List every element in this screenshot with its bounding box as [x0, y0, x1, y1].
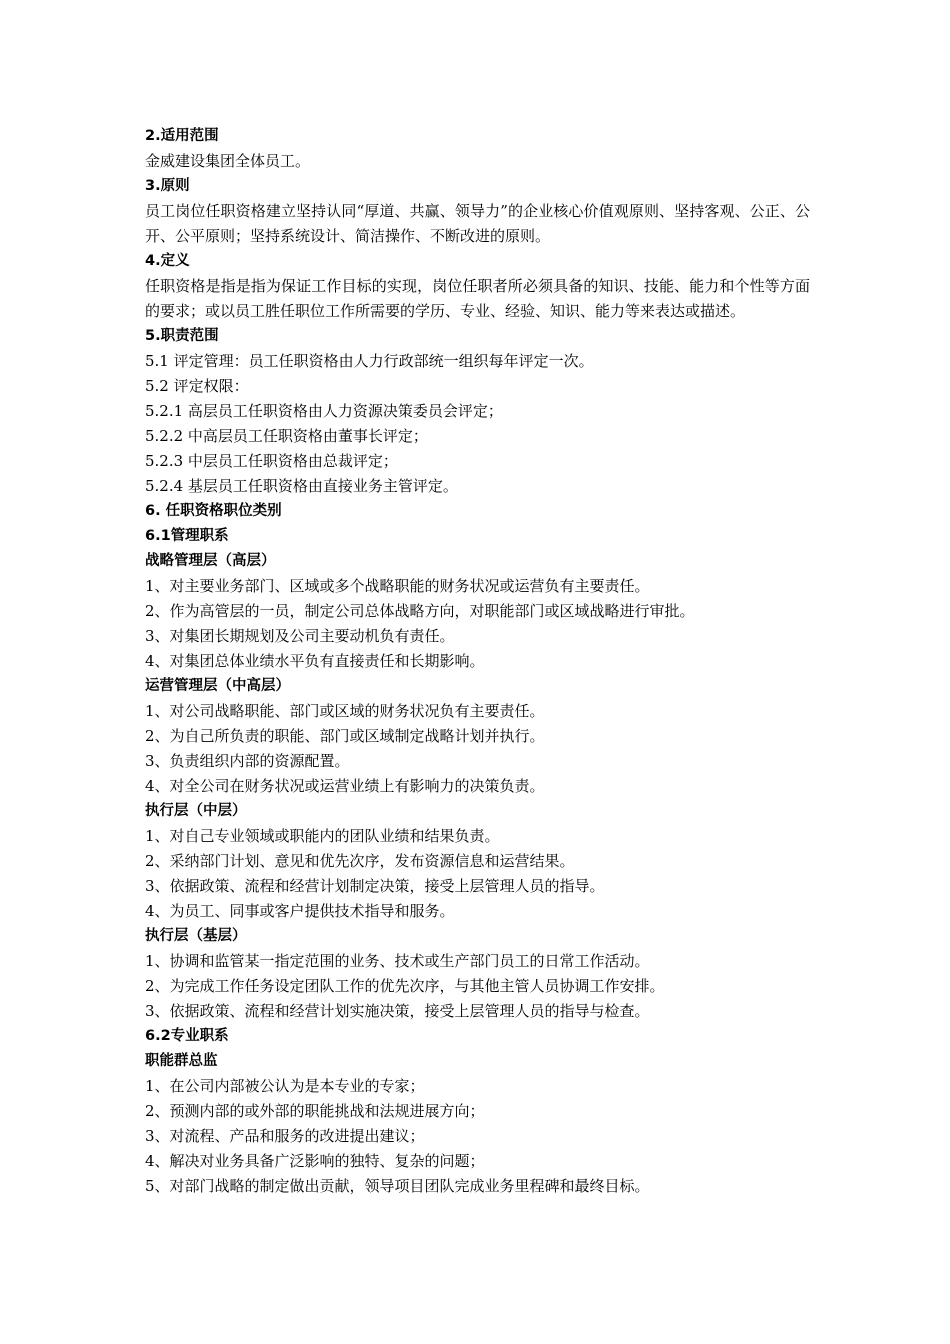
list-item: 1、对自己专业领域或职能内的团队业绩和结果负责。 — [145, 827, 500, 845]
list-item: 1、对公司战略职能、部门或区域的财务状况负有主要责任。 — [145, 702, 545, 720]
subsection-heading: 6.2专业职系 — [145, 1028, 229, 1044]
paragraph: 员工岗位任职资格建立坚持认同“厚道、共赢、领导力”的企业核心价值观原则、坚持客观、公正、公开、公平原则；坚持系统设计、简洁操作、不断改进的原则。 — [145, 202, 810, 245]
paragraph-line: 金威建设集团全体员工。 — [145, 152, 311, 170]
list-item: 2、预测内部的或外部的职能挑战和法规进展方向； — [145, 1102, 485, 1120]
section-heading: 4.定义 — [145, 253, 190, 269]
list-item: 3、对集团长期规划及公司主要动机负有责任。 — [145, 627, 455, 645]
list-item: 3、负责组织内部的资源配置。 — [145, 752, 350, 770]
list-item: 4、对集团总体业绩水平负有直接责任和长期影响。 — [145, 652, 485, 670]
section-heading: 5.职责范围 — [145, 328, 219, 344]
subsection-heading: 执行层（基层） — [145, 928, 247, 944]
list-item: 3、依据政策、流程和经营计划制定决策，接受上层管理人员的指导。 — [145, 877, 605, 895]
paragraph: 任职资格是指是指为保证工作目标的实现，岗位任职者所必须具备的知识、技能、能力和个性等方面的要求；或以员工胜任职位工作所需要的学历、专业、经验、知识、能力等来表达或描述。 — [145, 277, 810, 320]
list-item: 1、在公司内部被公认为是本专业的专家； — [145, 1077, 425, 1095]
list-item: 4、解决对业务具备广泛影响的独特、复杂的问题； — [145, 1152, 485, 1170]
list-item: 4、对全公司在财务状况或运营业绩上有影响力的决策负责。 — [145, 777, 545, 795]
paragraph-line: 5.2.1 高层员工任职资格由人力资源决策委员会评定； — [145, 402, 503, 420]
list-item: 5、对部门战略的制定做出贡献，领导项目团队完成业务里程碑和最终目标。 — [145, 1177, 650, 1195]
list-item: 1、对主要业务部门、区域或多个战略职能的财务状况或运营负有主要责任。 — [145, 577, 650, 595]
document-body — [145, 124, 810, 1199]
list-item: 2、为完成工作任务设定团队工作的优先次序，与其他主管人员协调工作安排。 — [145, 977, 665, 995]
paragraph-line: 5.2 评定权限： — [145, 377, 249, 395]
list-item: 1、协调和监管某一指定范围的业务、技术或生产部门员工的日常工作活动。 — [145, 952, 650, 970]
subsection-heading: 运营管理层（中高层） — [145, 678, 290, 694]
section-heading: 2.适用范围 — [145, 128, 219, 144]
paragraph-line: 5.1 评定管理：员工任职资格由人力行政部统一组织每年评定一次。 — [145, 352, 594, 370]
list-item: 2、为自己所负责的职能、部门或区域制定战略计划并执行。 — [145, 727, 545, 745]
subsection-heading: 执行层（中层） — [145, 803, 247, 819]
paragraph-line: 5.2.2 中高层员工任职资格由董事长评定； — [145, 427, 428, 445]
subsection-heading: 职能群总监 — [145, 1053, 218, 1069]
section-heading: 6. 任职资格职位类别 — [145, 503, 282, 519]
subsection-heading: 战略管理层（高层） — [145, 553, 276, 569]
list-item: 4、为员工、同事或客户提供技术指导和服务。 — [145, 902, 455, 920]
list-item: 2、作为高管层的一员，制定公司总体战略方向，对职能部门或区域战略进行审批。 — [145, 602, 695, 620]
list-item: 2、采纳部门计划、意见和优先次序，发布资源信息和运营结果。 — [145, 852, 575, 870]
paragraph-line: 5.2.3 中层员工任职资格由总裁评定； — [145, 452, 398, 470]
section-heading: 3.原则 — [145, 178, 190, 194]
subsection-heading: 6.1管理职系 — [145, 528, 229, 544]
paragraph-line: 5.2.4 基层员工任职资格由直接业务主管评定。 — [145, 477, 458, 495]
list-item: 3、对流程、产品和服务的改进提出建议； — [145, 1127, 425, 1145]
list-item: 3、依据政策、流程和经营计划实施决策，接受上层管理人员的指导与检查。 — [145, 1002, 650, 1020]
